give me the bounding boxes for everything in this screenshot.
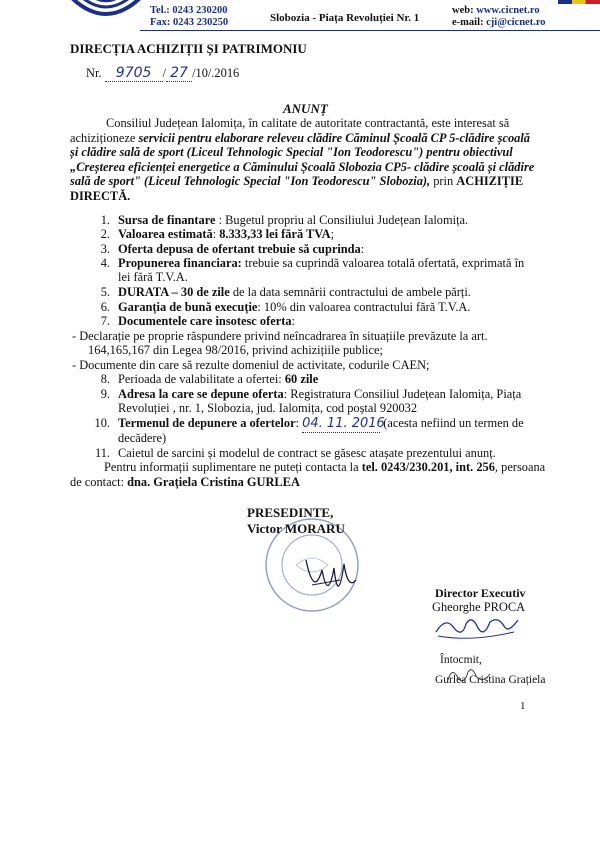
- intro-line-2: [70, 131, 530, 146]
- item-9-label: Adresa la care se depune oferta: [118, 387, 284, 401]
- preparer-signature: [444, 664, 494, 688]
- item-5-label: DURATA – 30 de zile: [118, 285, 230, 299]
- item-2-end: ;: [330, 227, 335, 241]
- item-7-number: 7.: [100, 314, 110, 328]
- header-rule: [140, 30, 600, 31]
- intro-line-4: „Creșterea eficienței energetice a Căminului Școală Slobozia CP5- clădire școală și clădire: [70, 160, 535, 174]
- intro-line-3: și clădire sală de sport (Liceul Tehnologic Special "Ion Teodorescu") pentru obiectivul: [70, 145, 513, 159]
- intro-subject: servicii pentru elaborare releveu clădire Căminul Școală CP 5-clădire școală: [138, 131, 530, 145]
- director-name: Gheorghe PROCA: [432, 600, 526, 614]
- page-number: 1: [520, 700, 526, 712]
- item-1: [118, 213, 468, 228]
- email-label: e-mail:: [452, 17, 484, 28]
- item-7-text: :: [291, 314, 295, 328]
- contact-label: de contact:: [70, 475, 128, 489]
- item-2-text: :: [212, 227, 220, 241]
- department-heading: DIRECȚIA ACHIZIȚII ȘI PATRIMONIU: [70, 41, 307, 56]
- item-11-number: 11.: [94, 446, 110, 460]
- item-4-continued: lei fără T.V.A.: [118, 270, 188, 284]
- item-4: [118, 256, 524, 271]
- item-2-number: 2.: [100, 227, 110, 241]
- director-signature: [432, 612, 522, 644]
- item-4-label: Propunerea financiara:: [118, 256, 242, 270]
- item-8-value: 60 zile: [284, 372, 319, 386]
- item-8-text: Perioada de valabilitate a ofertei:: [118, 372, 285, 386]
- contact-person: dna. Grațiela Cristina GURLEA: [127, 475, 300, 489]
- header-email: [452, 17, 546, 29]
- document-line-1-continued: 164,165,167 din Legea 98/2016, privind achizițiile publice;: [88, 343, 383, 357]
- contact-line-1: [104, 460, 545, 475]
- item-1-label: Sursa de finantare: [118, 213, 216, 227]
- item-3-label: Oferta depusa de ofertant trebuie să cuprinda: [118, 242, 361, 256]
- contact-line-2: [70, 475, 300, 490]
- reg-prefix: Nr.: [86, 66, 102, 80]
- reg-day: 27: [166, 66, 192, 82]
- header-fax: Fax: 0243 230250: [150, 17, 229, 28]
- reg-number: 9705: [105, 66, 163, 82]
- item-10-label: Termenul de depunere a ofertelor: [118, 416, 296, 430]
- contact-phone: tel. 0243/230.201, int. 256: [361, 460, 495, 474]
- document-line-1: - Declarație pe proprie răspundere privind neîncadrarea în situațiile prevăzute la art.: [72, 329, 488, 343]
- document-line-2: - Documente din care să rezulte domeniul de activitate, codurile CAEN;: [72, 358, 430, 372]
- item-10-date: 04. 11. 2016: [302, 416, 385, 431]
- intro-prin: prin: [430, 174, 457, 188]
- item-8: [118, 372, 318, 387]
- item-10-number: 10.: [94, 416, 110, 430]
- reg-rest: /10/.2016: [192, 66, 240, 80]
- item-6-text: : 10% din valoarea contractului fără T.V.A.: [257, 300, 471, 314]
- item-6-number: 6.: [100, 300, 110, 314]
- header-logo: [62, 0, 150, 32]
- intro-line-6: DIRECTĂ.: [70, 189, 131, 203]
- item-9-number: 9.: [100, 387, 110, 401]
- item-9-text: : Registratura Consiliul Județean Ialomița, Piața: [283, 387, 522, 401]
- item-11: Caietul de sarcini și modelul de contract se găsesc atașate prezentului anunț.: [118, 446, 496, 460]
- intro-line-1: Consiliul Județean Ialomița, în calitate de autoritate contractantă, este interesat să: [106, 116, 510, 130]
- intro-line-5: [70, 174, 523, 189]
- web-link[interactable]: www.cicnet.ro: [476, 5, 540, 16]
- email-link[interactable]: cji@cicnet.ro: [486, 17, 546, 28]
- item-3-number: 3.: [100, 242, 110, 256]
- preparer-title: Întocmit,: [440, 654, 482, 666]
- director-title: Director Executiv: [435, 586, 526, 600]
- president-title: PRESEDINTE,: [247, 505, 334, 520]
- reg-sep: /: [162, 66, 167, 80]
- intro-objective-end: sală de sport" (Liceul Tehnologic Special "Ion Teodorescu" Slobozia),: [70, 174, 431, 188]
- intro-procedure: ACHIZIȚIE: [456, 174, 524, 188]
- item-5: [118, 285, 471, 300]
- item-1-number: 1.: [100, 213, 110, 227]
- header-address: Slobozia - Piața Revoluției Nr. 1: [270, 12, 420, 24]
- page-title: ANUNȚ: [283, 101, 328, 116]
- item-7: [118, 314, 295, 329]
- item-10-text: :: [295, 416, 303, 430]
- header-flag: [558, 0, 600, 4]
- item-6-label: Garanția de bună execuție: [118, 300, 258, 314]
- item-7-label: Documentele care insotesc oferta: [118, 314, 292, 328]
- item-2: [118, 227, 334, 242]
- item-2-value: 8.333,33 lei fără TVA: [219, 227, 331, 241]
- item-10: [118, 416, 524, 433]
- preparer-name: Gurlea Cristina Grațiela: [435, 674, 546, 686]
- contact-text: Pentru informații suplimentare ne puteți contacta la: [104, 460, 362, 474]
- web-label: web:: [452, 5, 474, 16]
- item-6: [118, 300, 470, 315]
- header-tel: Tel.: 0243 230200: [150, 5, 228, 16]
- item-4-number: 4.: [100, 256, 110, 270]
- item-9-continued: Revoluției , nr. 1, Slobozia, jud. Ialomița, cod poștal 920032: [118, 401, 418, 415]
- item-10-continued: decădere): [118, 431, 167, 445]
- item-2-label: Valoarea estimată: [118, 227, 213, 241]
- item-3-text: :: [360, 242, 365, 256]
- header-web: [452, 5, 540, 17]
- item-1-text: : Bugetul propriu al Consiliului Județean Ialomița.: [215, 213, 469, 227]
- contact-persoana: , persoana: [494, 460, 546, 474]
- item-10-after: (acesta nefiind un termen de: [380, 416, 524, 430]
- president-signature: [300, 540, 360, 610]
- item-8-number: 8.: [100, 372, 110, 386]
- president-name: Victor MORARU: [247, 521, 345, 536]
- item-5-number: 5.: [100, 285, 110, 299]
- item-5-text: de la data semnării contractului de ambele părți.: [229, 285, 471, 299]
- registration-number: [86, 66, 239, 82]
- item-9: [118, 387, 521, 402]
- intro-text: achiziționeze: [70, 131, 139, 145]
- item-3: [118, 242, 364, 257]
- item-4-text: trebuie sa cuprindă valoarea totală ofertată, exprimată în: [241, 256, 525, 270]
